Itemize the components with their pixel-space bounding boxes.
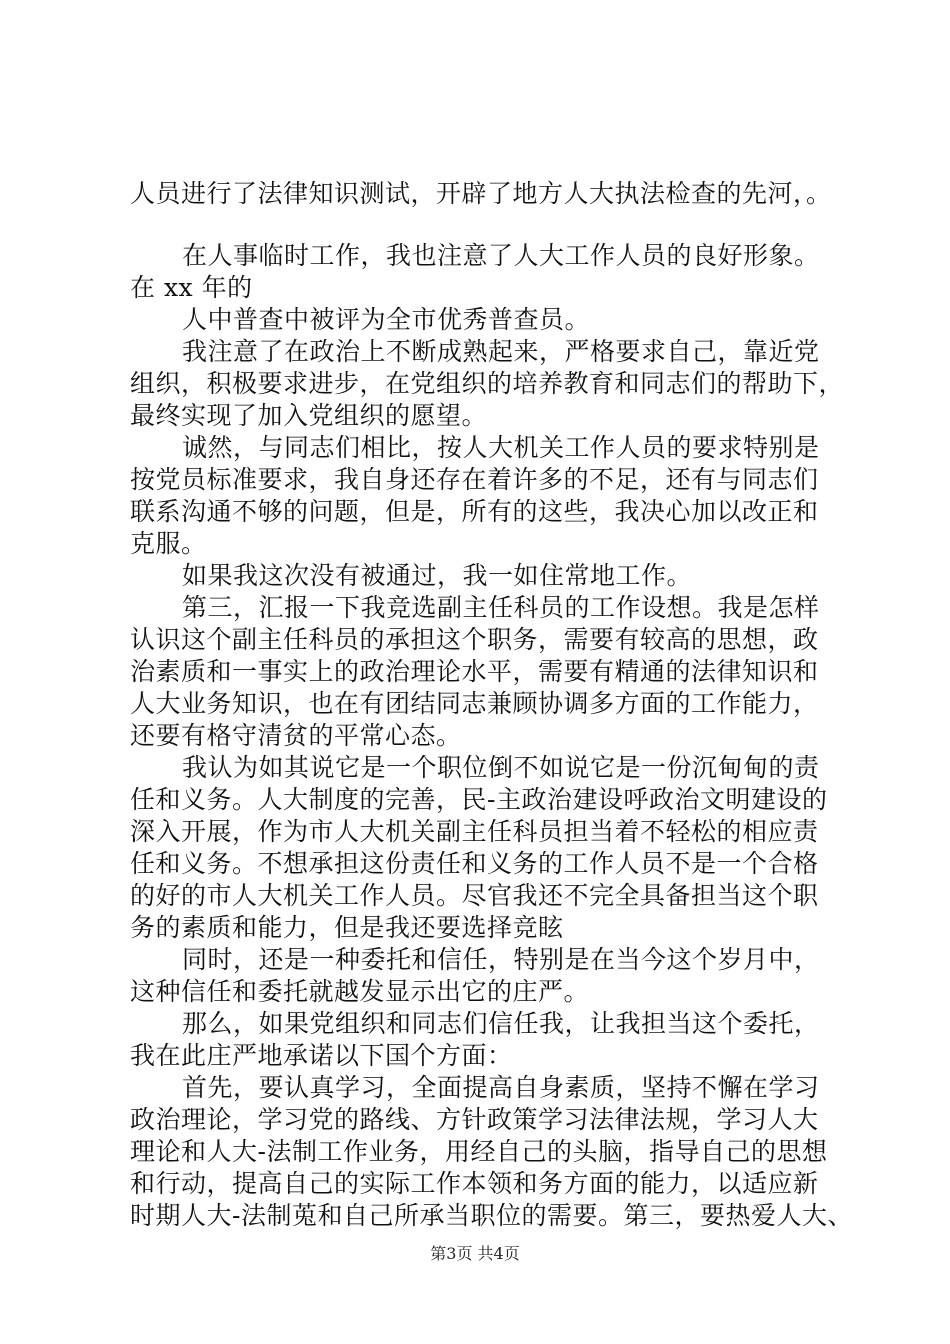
text-line: 那么，如果党组织和同志们信任我，让我担当这个委托， [182, 1009, 820, 1038]
text-line: 的好的市人大机关工作人员。尽官我还不完全具备担当这个职 [130, 881, 819, 910]
text-line: 人大业务知识，也在有团结同志兼顾协调多方面的工作能力， [130, 689, 819, 718]
text-line: 任和义务。人大制度的完善，民-主政治建设呼政治文明建设的 [130, 785, 828, 814]
text-line: 治素质和一事实上的政治理论水平，需要有精通的法律知识和 [130, 657, 819, 686]
text-line: 人员进行了法律知识测试，开辟了地方人大执法检查的先河，。 [130, 179, 832, 208]
text-line: 克服。 [130, 529, 207, 558]
text-line: 联系沟通不够的问题，但是，所有的这些，我决心加以改正和 [130, 497, 819, 526]
text-line: 同时，还是一种委托和信任，特别是在当今这个岁月中， [182, 945, 820, 974]
text-line: 人中普查中被评为全市优秀普查员。 [182, 305, 591, 334]
text-line: 第三，汇报一下我竞选副主任科员的工作设想。我是怎样 [182, 593, 820, 622]
text-line: 时期人大-法制莵和自己所承当职位的需要。第三，要热爱人大、 [130, 1201, 853, 1230]
text-line: 在 xx 年的 [130, 273, 253, 302]
text-line: 诚然，与同志们相比，按人大机关工作人员的要求特别是 [182, 433, 820, 462]
text-line: 如果我这次没有被通过，我一如住常地工作。 [182, 561, 693, 590]
text-line: 按党员标准要求，我自身还存在着许多的不足，还有与同志们 [130, 465, 819, 494]
text-line: 任和义务。不想承担这份责任和义务的工作人员不是一个合格 [130, 849, 819, 878]
text-line: 我注意了在政治上不断成熟起来，严格要求自己，靠近党 [182, 337, 820, 366]
text-line: 政治理论，学习党的路线、方针政策学习法律法规，学习人大 [130, 1105, 819, 1134]
text-line: 认识这个副主任科员的承担这个职务，需要有较高的思想，政 [130, 625, 819, 654]
text-line: 我认为如其说它是一个职位倒不如说它是一份沉甸甸的责 [182, 753, 820, 782]
text-line: 在人事临时工作，我也注意了人大工作人员的良好形象。 [182, 241, 820, 270]
text-line: 和行动，提高自己的实际工作本领和务方面的能力，以适应新 [130, 1169, 819, 1198]
text-line: 理论和人大-法制工作业务，用经自己的头脑，指导自己的思想 [130, 1137, 828, 1166]
text-line: 务的素质和能力，但是我还要选择竞眩 [130, 913, 564, 942]
text-line: 这种信任和委托就越发显示出它的庄严。 [130, 977, 590, 1006]
text-line: 还要有格守清贫的平常心态。 [130, 721, 462, 750]
page-footer: 第3页 共4页 [430, 1244, 520, 1263]
text-line: 首先，要认真学习，全面提高自身素质，坚持不懈在学习 [182, 1073, 820, 1102]
text-line: 深入开展，作为市人大机关副主任科员担当着不轻松的相应责 [130, 817, 819, 846]
text-line: 我在此庄严地承诺以下国个方面： [130, 1041, 513, 1070]
text-line: 组织，积极要求进步，在党组织的培养教育和同志们的帮助下， [130, 369, 845, 398]
text-line: 最终实现了加入党组织的愿望。 [130, 401, 488, 430]
